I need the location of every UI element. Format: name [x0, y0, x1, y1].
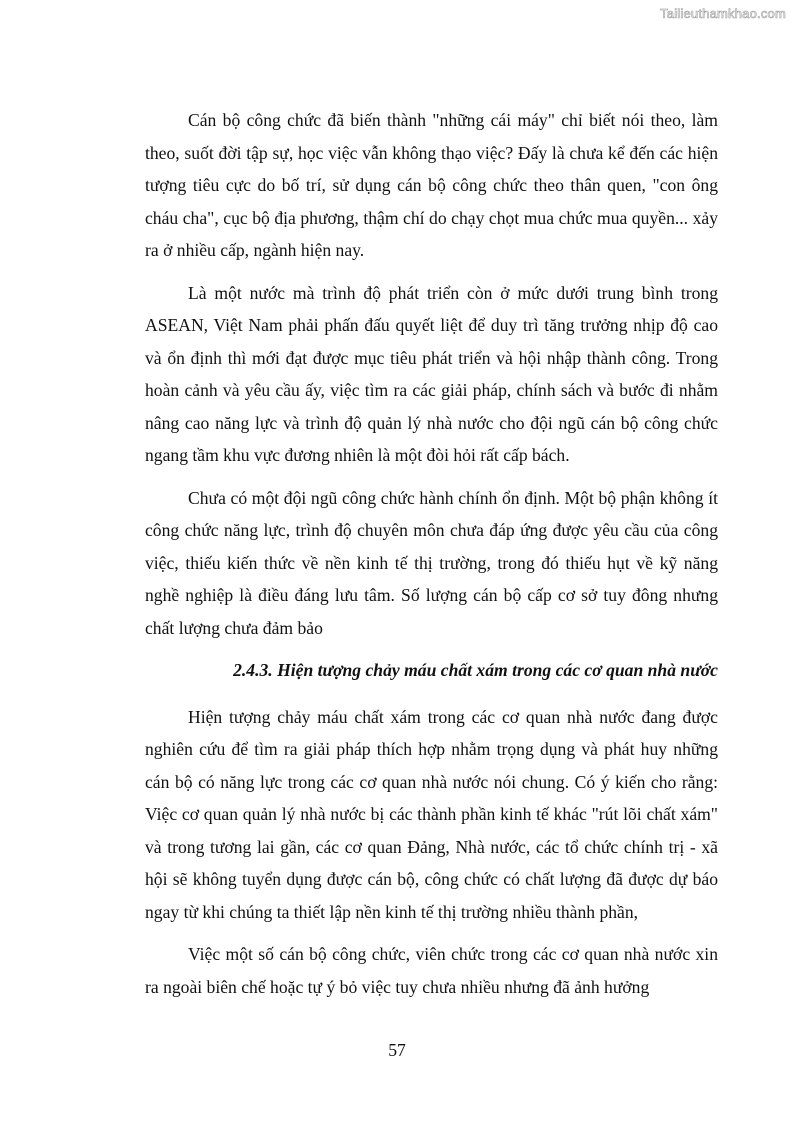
page-number: 57	[388, 1040, 406, 1060]
paragraph-2: Là một nước mà trình độ phát triển còn ở mức dưới trung bình trong ASEAN, Việt Nam phải phấn đấu quyết liệt để duy trì tăng trưởng nhịp độ cao và ổn định thì mới đạt được mục tiêu phát triển và hội nhập thành công. Trong hoàn cảnh và yêu cầu ấy, việc tìm ra các giải pháp, chính sách và bước đi nhằm nâng cao năng lực và trình độ quản lý nhà nước cho đội ngũ cán bộ công chức ngang tầm khu vực đương nhiên là một đòi hỏi rất cấp bách.	[145, 282, 718, 465]
paragraph-1: Cán bộ công chức đã biến thành "những cái máy" chỉ biết nói theo, làm theo, suốt đời tập sự, học việc vẫn không thạo việc? Đấy là chưa kể đến các hiện tượng tiêu cực do bố trí, sử dụng cán bộ công chức theo thân quen, "con ông cháu cha", cục bộ địa phương, thậm chí do chạy chọt mua chức mua quyền... xảy ra ở nhiều cấp, ngành hiện nay.	[145, 110, 718, 260]
paragraph-3: Chưa có một đội ngũ công chức hành chính ổn định. Một bộ phận không ít công chức năng lực, trình độ chuyên môn chưa đáp ứng được yêu cầu của công việc, thiếu kiến thức về nền kinh tế thị trường, trong đó thiếu hụt về kỹ năng nghề nghiệp là điều đáng lưu tâm. Số lượng cán bộ cấp cơ sở tuy đông nhưng chất lượng chưa đảm bảo	[145, 487, 718, 638]
document-body	[145, 104, 718, 1013]
watermark-text: Tailieuthamkhao.com	[660, 6, 786, 21]
section-paragraph-1: Hiện tượng chảy máu chất xám trong các cơ quan nhà nước đang được nghiên cứu để tìm ra giải pháp thích hợp nhằm trọng dụng và phát huy những cán bộ có năng lực trong các cơ quan nhà nước nói chung. Có ý kiến cho rằng: Việc cơ quan quản lý nhà nước bị các thành phần kinh tế khác "rút lõi chất xám" và trong tương lai gần, các cơ quan Đảng, Nhà nước, các tổ chức chính trị - xã hội sẽ không tuyển dụng được cán bộ, công chức có chất lượng đã được dự báo ngay từ khi chúng ta thiết lập nền kinh tế thị trường nhiều thành phần,	[145, 706, 718, 922]
section-paragraph-2: Việc một số cán bộ công chức, viên chức trong các cơ quan nhà nước xin ra ngoài biên chế hoặc tự ý bỏ việc tuy chưa nhiều nhưng đã ảnh hưởng	[145, 944, 718, 997]
section-heading: 2.4.3. Hiện tượng chảy máu chất xám trong các cơ quan nhà nước	[233, 660, 718, 680]
